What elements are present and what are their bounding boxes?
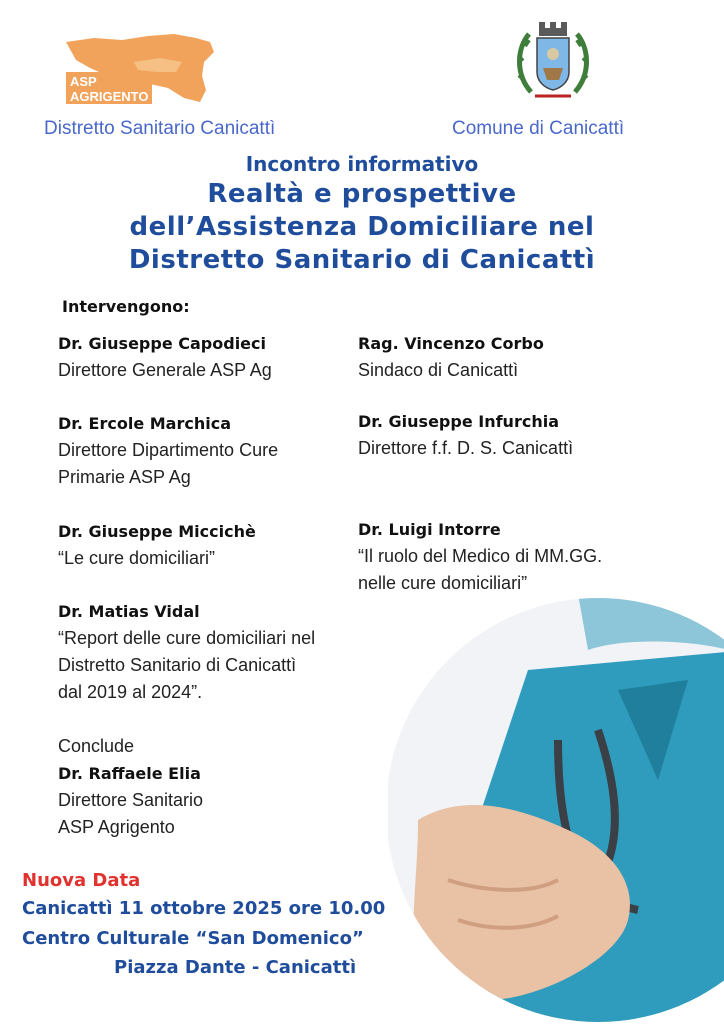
event-venue: Centro Culturale “San Domenico” xyxy=(22,928,364,949)
event-date-time: Canicattì 11 ottobre 2025 ore 10.00 xyxy=(22,898,386,919)
event-title xyxy=(0,178,724,277)
health-district-name: Distretto Sanitario Canicattì xyxy=(44,118,276,139)
asp-logo-line1: ASP xyxy=(70,74,97,89)
nurse-illustration xyxy=(388,580,724,1024)
event-kicker: Incontro informativo xyxy=(245,152,479,176)
conclusion-block xyxy=(58,733,203,841)
speaker-entry xyxy=(358,330,544,384)
speaker-name: Dr. Giuseppe Miccichè xyxy=(58,522,256,541)
municipality-name: Comune di Canicattì xyxy=(452,118,625,139)
speaker-name: Rag. Vincenzo Corbo xyxy=(358,334,544,353)
conclusion-label: Conclude xyxy=(58,736,135,756)
asp-logo-line2: AGRIGENTO xyxy=(70,89,149,104)
title-line: Distretto Sanitario di Canicattì xyxy=(128,245,596,275)
speaker-entry xyxy=(58,410,278,491)
event-address: Piazza Dante - Canicattì xyxy=(114,957,357,978)
speaker-name: Dr. Giuseppe Infurchia xyxy=(358,412,559,431)
speaker-name: Dr. Matias Vidal xyxy=(58,602,200,621)
speaker-role: “Le cure domiciliari” xyxy=(58,548,216,568)
new-date-label: Nuova Data xyxy=(22,870,141,891)
speaker-entry xyxy=(58,598,315,706)
speakers-label: Intervengono: xyxy=(62,297,190,316)
title-line: dell’Assistenza Domiciliare nel xyxy=(129,212,595,242)
speaker-entry xyxy=(58,518,256,572)
asp-agrigento-logo xyxy=(64,32,216,106)
conclusion-name: Dr. Raffaele Elia xyxy=(58,764,201,783)
speaker-role: Direttore f.f. D. S. Canicattì xyxy=(358,438,574,458)
title-line: Realtà e prospettive xyxy=(207,179,517,209)
speaker-role: Direttore Dipartimento Cure Primarie ASP Ag xyxy=(58,440,279,487)
speaker-role: Sindaco di Canicattì xyxy=(358,360,519,380)
speaker-entry xyxy=(58,330,272,384)
municipal-crest-icon xyxy=(515,18,591,102)
sicily-map-icon xyxy=(64,32,216,106)
speaker-name: Dr. Ercole Marchica xyxy=(58,414,231,433)
speaker-role: “Il ruolo del Medico di MM.GG. nelle cure domiciliari” xyxy=(358,546,603,593)
speaker-name: Dr. Giuseppe Capodieci xyxy=(58,334,266,353)
speaker-entry xyxy=(358,408,573,462)
speaker-role: Direttore Generale ASP Ag xyxy=(58,360,272,380)
speaker-role: “Report delle cure domiciliari nel Distretto Sanitario di Canicattì dal 2019 al 2024”. xyxy=(58,628,316,702)
conclusion-role: Direttore Sanitario ASP Agrigento xyxy=(58,790,204,837)
speaker-name: Dr. Luigi Intorre xyxy=(358,520,501,539)
